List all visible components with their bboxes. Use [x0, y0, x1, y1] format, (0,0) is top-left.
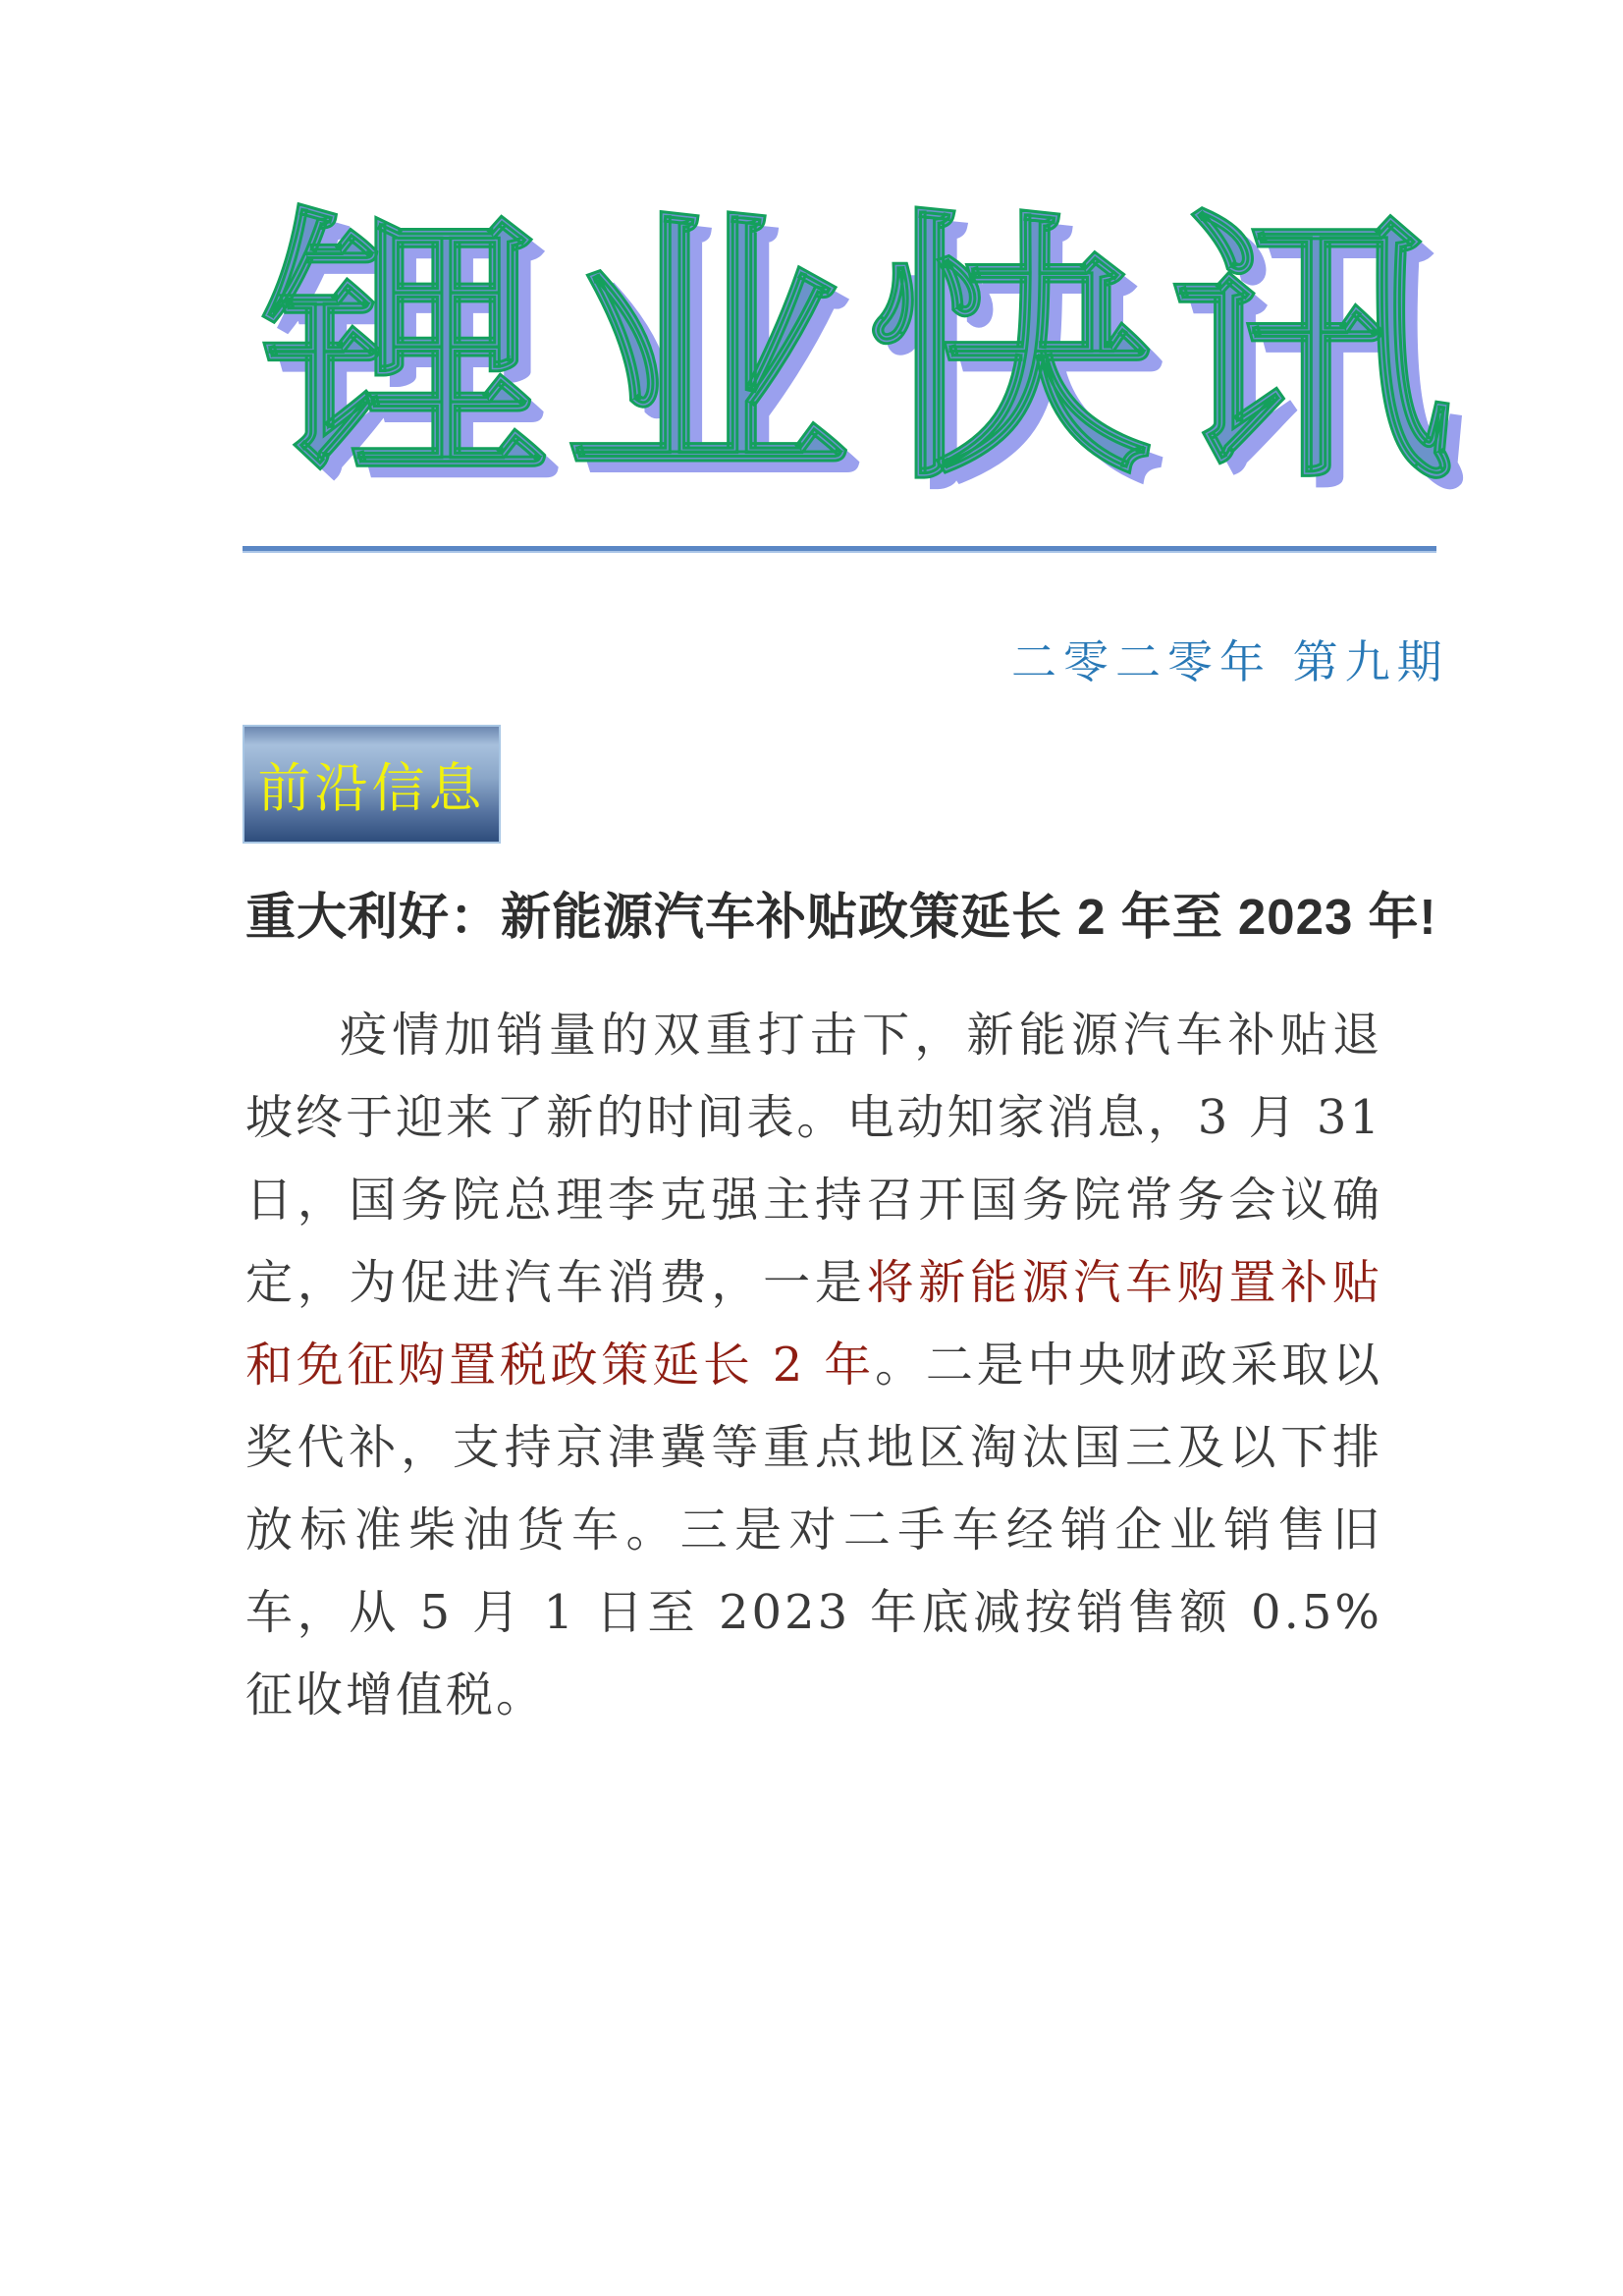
masthead-divider — [243, 546, 1436, 553]
text-segment-emphasis: 将新能源汽车购置补贴和免征购置税政策延长 2 年 — [245, 1255, 1382, 1393]
article-headline: 重大利好：新能源汽车补贴政策延长 2 年至 2023 年! — [245, 889, 1437, 945]
text-segment: 。二是中央财政采取以奖代补，支持京津冀等重点地区淘汰国三及以下排放标准柴油货车。三是对二手车经销企业销售旧车，从 5 月 1 日至 2023 年底减按销售额 0.5%征收增值税。 — [245, 1338, 1382, 1722]
section-badge-label: 前沿信息 — [257, 757, 486, 819]
section-badge — [243, 725, 501, 844]
masthead-title: 锂业快讯 — [261, 184, 1472, 519]
issue-line: 二零二零年 第九期 — [1011, 635, 1449, 688]
text-segment: 疫情加销量的双重打击下，新能源汽车补贴退坡终于迎来了新的时间表。电动知家消息，3 月 31 日，国务院总理李克强主持召开国务院常务会议确定，为促进汽车消费，一是 — [245, 1008, 1382, 1310]
masthead — [245, 145, 1488, 558]
article-paragraph — [245, 994, 1382, 1736]
